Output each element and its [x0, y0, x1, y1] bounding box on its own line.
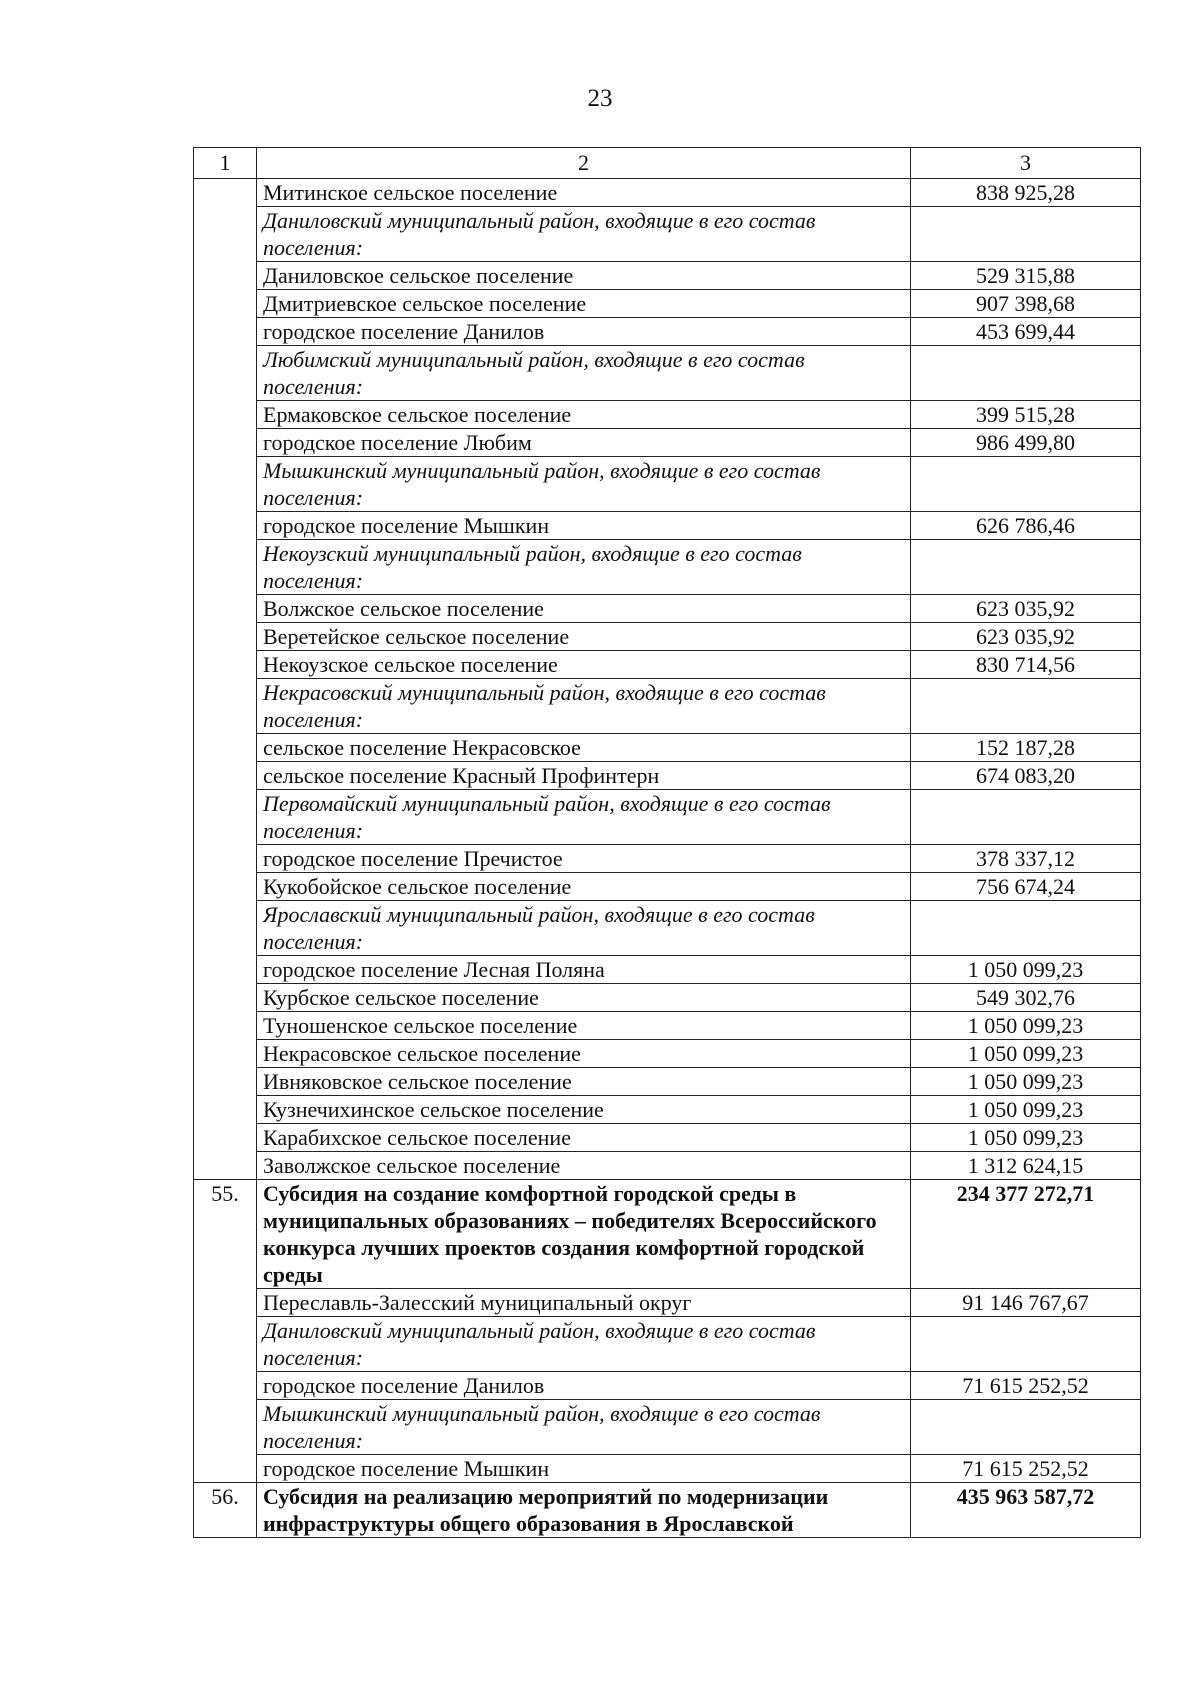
table-row: [194, 1124, 1141, 1152]
subsidy-title: Субсидия на создание комфортной городской среды в муниципальных образованиях – победителях Всероссийского конкурса лучших проектов создания комфортной городской среды: [257, 1180, 911, 1289]
amount: [911, 540, 1141, 595]
row-number: [194, 179, 257, 207]
district-heading: Даниловский муниципальный район, входящие в его состав поселения:: [257, 207, 911, 262]
row-number: [194, 984, 257, 1012]
amount: [911, 346, 1141, 401]
table-row: [194, 318, 1141, 346]
amount: 626 786,46: [911, 512, 1141, 540]
table-row: [194, 1068, 1141, 1096]
table-row: [194, 401, 1141, 429]
amount: 1 050 099,23: [911, 1124, 1141, 1152]
table-row: [194, 623, 1141, 651]
table-row: [194, 1289, 1141, 1317]
header-col-1: 1: [194, 148, 257, 179]
row-number: [194, 512, 257, 540]
amount: [911, 1317, 1141, 1372]
settlement-name: городское поселение Пречистое: [257, 845, 911, 873]
row-number: [194, 845, 257, 873]
settlement-name: сельское поселение Некрасовское: [257, 734, 911, 762]
amount: 756 674,24: [911, 873, 1141, 901]
row-number: [194, 1372, 257, 1400]
table-row: [194, 762, 1141, 790]
row-number: [194, 346, 257, 401]
row-number: [194, 651, 257, 679]
row-number: [194, 873, 257, 901]
row-number: [194, 401, 257, 429]
amount: 378 337,12: [911, 845, 1141, 873]
amount: 1 050 099,23: [911, 956, 1141, 984]
district-heading: Первомайский муниципальный район, входящие в его состав поселения:: [257, 790, 911, 845]
row-number: [194, 1455, 257, 1483]
row-number: [194, 901, 257, 956]
table-row: [194, 595, 1141, 623]
amount: [911, 1400, 1141, 1455]
amount: 623 035,92: [911, 623, 1141, 651]
settlement-name: Туношенское сельское поселение: [257, 1012, 911, 1040]
page-number: 23: [587, 85, 613, 112]
settlement-name: Волжское сельское поселение: [257, 595, 911, 623]
table-row: [194, 179, 1141, 207]
row-number: [194, 318, 257, 346]
amount: [911, 207, 1141, 262]
settlement-name: Дмитриевское сельское поселение: [257, 290, 911, 318]
row-number: [194, 1096, 257, 1124]
table-row: [194, 1483, 1141, 1538]
table-row: [194, 512, 1141, 540]
subsidy-total: 234 377 272,71: [911, 1180, 1141, 1289]
amount: 453 699,44: [911, 318, 1141, 346]
table-row: [194, 1012, 1141, 1040]
row-number: [194, 290, 257, 318]
row-number: [194, 595, 257, 623]
table-row: [194, 429, 1141, 457]
table-row: [194, 1400, 1141, 1455]
table-row: [194, 1455, 1141, 1483]
table-row: [194, 790, 1141, 845]
settlement-name: Кузнечихинское сельское поселение: [257, 1096, 911, 1124]
district-heading: Некоузский муниципальный район, входящие в его состав поселения:: [257, 540, 911, 595]
settlement-name: Кукобойское сельское поселение: [257, 873, 911, 901]
table-row: [194, 984, 1141, 1012]
amount: 1 050 099,23: [911, 1068, 1141, 1096]
amount: 907 398,68: [911, 290, 1141, 318]
table-row: [194, 457, 1141, 512]
settlement-name: Ермаковское сельское поселение: [257, 401, 911, 429]
row-number: [194, 623, 257, 651]
row-number: [194, 1068, 257, 1096]
row-number: [194, 457, 257, 512]
table-row: [194, 956, 1141, 984]
district-heading: Некрасовский муниципальный район, входящие в его состав поселения:: [257, 679, 911, 734]
amount: 838 925,28: [911, 179, 1141, 207]
district-heading: Мышкинский муниципальный район, входящие в его состав поселения:: [257, 457, 911, 512]
settlement-name: городское поселение Любим: [257, 429, 911, 457]
row-number: [194, 207, 257, 262]
row-number: [194, 762, 257, 790]
settlement-name: Переславль-Залесский муниципальный округ: [257, 1289, 911, 1317]
row-number: [194, 1012, 257, 1040]
settlement-name: Курбское сельское поселение: [257, 984, 911, 1012]
row-number: [194, 679, 257, 734]
row-number: [194, 1152, 257, 1180]
table-row: [194, 290, 1141, 318]
settlement-name: сельское поселение Красный Профинтерн: [257, 762, 911, 790]
settlement-name: Некрасовское сельское поселение: [257, 1040, 911, 1068]
settlement-name: городское поселение Мышкин: [257, 1455, 911, 1483]
row-number: [194, 429, 257, 457]
settlement-name: Карабихское сельское поселение: [257, 1124, 911, 1152]
district-heading: Даниловский муниципальный район, входящие в его состав поселения:: [257, 1317, 911, 1372]
header-col-2: 2: [257, 148, 911, 179]
amount: 152 187,28: [911, 734, 1141, 762]
row-number: [194, 1317, 257, 1372]
row-number: 56.: [194, 1483, 257, 1538]
row-number: 55.: [194, 1180, 257, 1289]
row-number: [194, 1124, 257, 1152]
row-number: [194, 734, 257, 762]
amount: 399 515,28: [911, 401, 1141, 429]
table-row: [194, 679, 1141, 734]
amount: 623 035,92: [911, 595, 1141, 623]
settlement-name: городское поселение Лесная Поляна: [257, 956, 911, 984]
table-row: [194, 1180, 1141, 1289]
table-row: [194, 346, 1141, 401]
amount: [911, 457, 1141, 512]
amount: 830 714,56: [911, 651, 1141, 679]
table-row: [194, 845, 1141, 873]
district-heading: Ярославский муниципальный район, входящие в его состав поселения:: [257, 901, 911, 956]
row-number: [194, 1289, 257, 1317]
amount: 91 146 767,67: [911, 1289, 1141, 1317]
row-number: [194, 1040, 257, 1068]
settlement-name: Некоузское сельское поселение: [257, 651, 911, 679]
table-row: [194, 1372, 1141, 1400]
table-row: [194, 540, 1141, 595]
settlement-name: Митинское сельское поселение: [257, 179, 911, 207]
table-row: [194, 1096, 1141, 1124]
row-number: [194, 262, 257, 290]
amount: [911, 790, 1141, 845]
settlement-name: городское поселение Данилов: [257, 1372, 911, 1400]
table-header-row: [194, 148, 1141, 179]
settlement-name: Ивняковское сельское поселение: [257, 1068, 911, 1096]
table-row: [194, 734, 1141, 762]
amount: 1 050 099,23: [911, 1040, 1141, 1068]
amount: 674 083,20: [911, 762, 1141, 790]
row-number: [194, 1400, 257, 1455]
subsidy-title: Субсидия на реализацию мероприятий по модернизации инфраструктуры общего образования в Ярославской: [257, 1483, 911, 1538]
table-row: [194, 1040, 1141, 1068]
table-row: [194, 207, 1141, 262]
amount: 71 615 252,52: [911, 1455, 1141, 1483]
row-number: [194, 790, 257, 845]
table-row: [194, 1317, 1141, 1372]
settlement-name: Веретейское сельское поселение: [257, 623, 911, 651]
amount: 549 302,76: [911, 984, 1141, 1012]
subsidy-table: [193, 147, 1141, 1538]
table-row: [194, 873, 1141, 901]
settlement-name: городское поселение Мышкин: [257, 512, 911, 540]
header-col-3: 3: [911, 148, 1141, 179]
amount: 1 050 099,23: [911, 1012, 1141, 1040]
table-row: [194, 651, 1141, 679]
settlement-name: городское поселение Данилов: [257, 318, 911, 346]
settlement-name: Даниловское сельское поселение: [257, 262, 911, 290]
table-row: [194, 901, 1141, 956]
subsidy-total: 435 963 587,72: [911, 1483, 1141, 1538]
table-row: [194, 1152, 1141, 1180]
amount: 986 499,80: [911, 429, 1141, 457]
row-number: [194, 540, 257, 595]
settlement-name: Заволжское сельское поселение: [257, 1152, 911, 1180]
row-number: [194, 956, 257, 984]
amount: 529 315,88: [911, 262, 1141, 290]
district-heading: Любимский муниципальный район, входящие в его состав поселения:: [257, 346, 911, 401]
amount: [911, 679, 1141, 734]
amount: [911, 901, 1141, 956]
amount: 1 312 624,15: [911, 1152, 1141, 1180]
district-heading: Мышкинский муниципальный район, входящие в его состав поселения:: [257, 1400, 911, 1455]
amount: 71 615 252,52: [911, 1372, 1141, 1400]
table-row: [194, 262, 1141, 290]
amount: 1 050 099,23: [911, 1096, 1141, 1124]
